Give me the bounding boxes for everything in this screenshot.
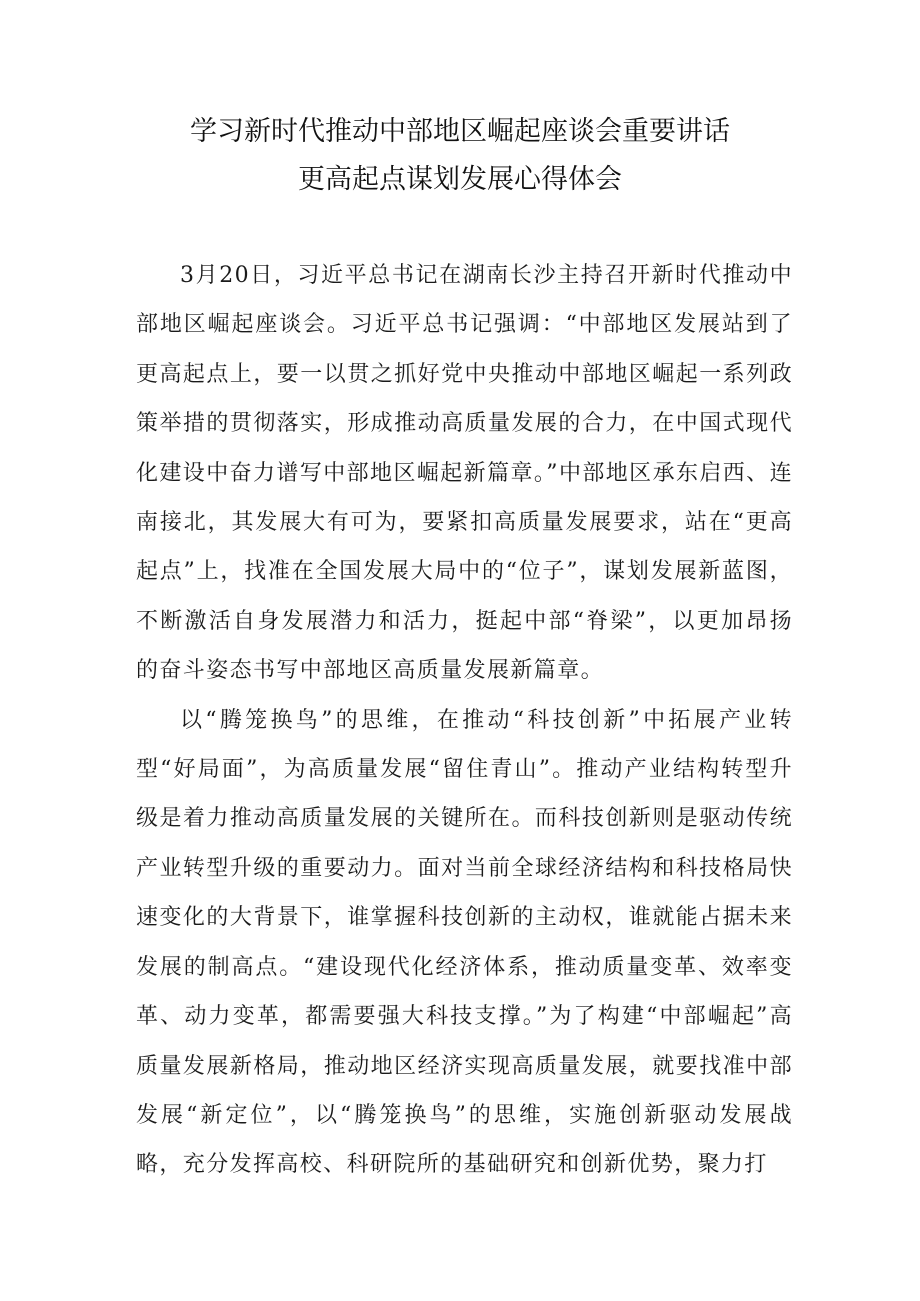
paragraph-1: 3月20日，习近平总书记在湖南长沙主持召开新时代推动中部地区崛起座谈会。习近平总书记强调：“中部地区发展站到了更高起点上，要一以贯之抓好党中央推动中部地区崛起一系列政策举措的贯彻落实，形成推动高质量发展的合力，在中国式现代化建设中奋力谱写中部地区崛起新篇章。”中部地区承东启西、连南接北，其发展大有可为，要紧扣高质量发展要求，站在“更高起点”上，找准在全国发展大局中的“位子”，谋划发展新蓝图，不断激活自身发展潜力和活力，挺起中部“脊梁”，以更加昂扬的奋斗姿态书写中部地区高质量发展新篇章。 (136, 263, 793, 684)
title-line-2: 更高起点谋划发展心得体会 (298, 164, 622, 195)
paragraph-2: 以“腾笼换鸟”的思维，在推动“科技创新”中拓展产业转型“好局面”，为高质量发展“留住青山”。推动产业结构转型升级是着力推动高质量发展的关键所在。而科技创新则是驱动传统产业转型升级的重要动力。面对当前全球经济结构和科技格局快速变化的大背景下，谁掌握科技创新的主动权，谁就能占据未来发展的制高点。“建设现代化经济体系，推动质量变革、效率变革、动力变革，都需要强大科技支撑。”为了构建“中部崛起”高质量发展新格局，推动地区经济实现高质量发展，就要找准中部发展“新定位”，以“腾笼换鸟”的思维，实施创新驱动发展战略，充分发挥高校、科研院所的基础研究和创新优势，聚力打 (136, 707, 793, 1178)
title-line-1: 学习新时代推动中部地区崛起座谈会重要讲话 (190, 116, 730, 147)
document-body (136, 251, 793, 1190)
document-title (0, 108, 920, 204)
